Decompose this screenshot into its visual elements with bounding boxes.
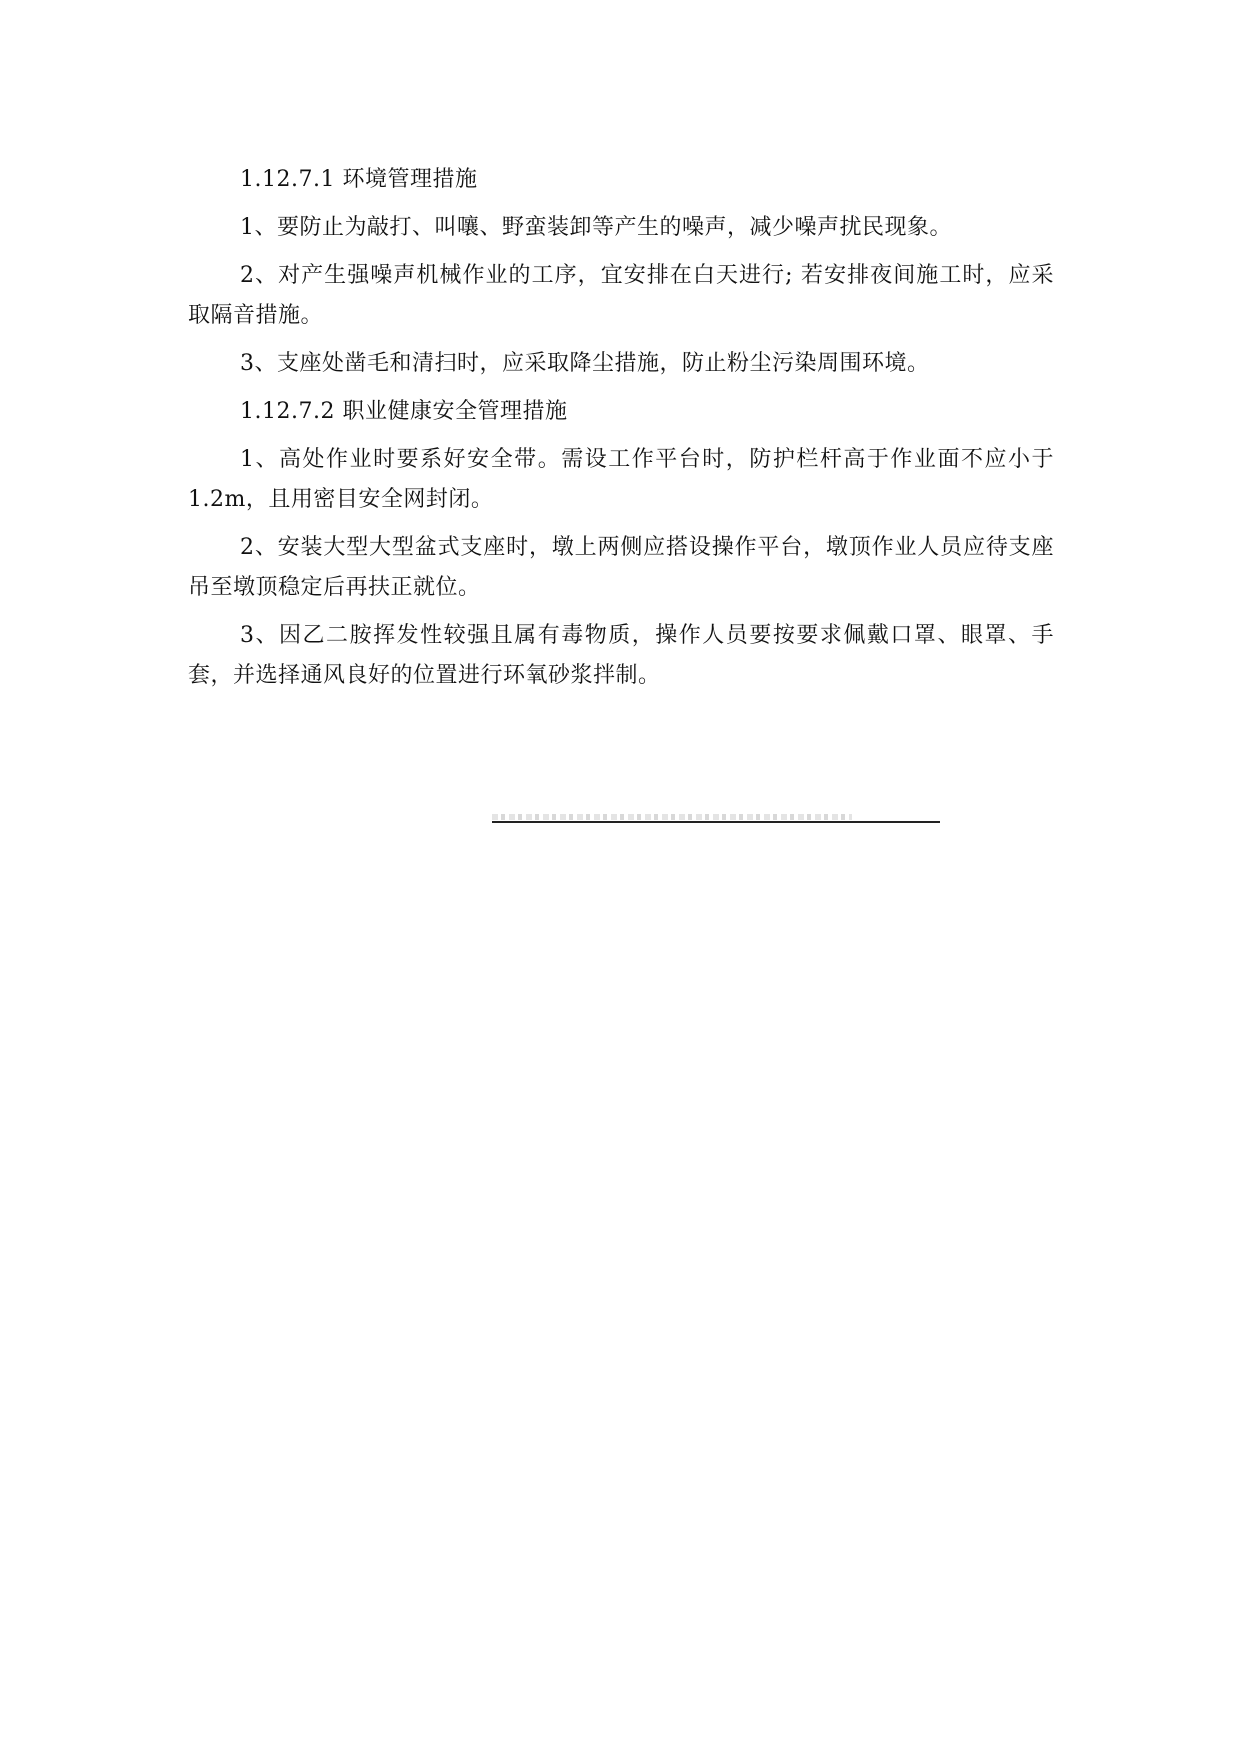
safety-item-3: 3、因乙二胺挥发性较强且属有毒物质，操作人员要按要求佩戴口罩、眼罩、手套，并选择通风良好的位置进行环氧砂浆拌制。 bbox=[188, 623, 1054, 688]
safety-item-2: 2、安装大型大型盆式支座时，墩上两侧应搭设操作平台，墩顶作业人员应待支座吊至墩顶稳定后再扶正就位。 bbox=[188, 535, 1054, 600]
section-heading-environment: 1.12.7.1 环境管理措施 bbox=[240, 167, 478, 192]
section-heading-health-safety: 1.12.7.2 职业健康安全管理措施 bbox=[240, 399, 568, 424]
environment-item-3: 3、支座处凿毛和清扫时，应采取降尘措施，防止粉尘污染周围环境。 bbox=[240, 351, 930, 376]
footer-divider-line bbox=[492, 821, 940, 823]
environment-item-2: 2、对产生强噪声机械作业的工序，宜安排在白天进行; 若安排夜间施工时，应采取隔音措施。 bbox=[188, 263, 1054, 328]
document-body bbox=[188, 160, 1054, 704]
safety-item-1: 1、高处作业时要系好安全带。需设工作平台时，防护栏杆高于作业面不应小于 1.2m，且用密目安全网封闭。 bbox=[188, 447, 1054, 512]
environment-item-1: 1、要防止为敲打、叫嚷、野蛮装卸等产生的噪声，减少噪声扰民现象。 bbox=[240, 215, 952, 240]
faded-footer-line bbox=[492, 814, 852, 820]
